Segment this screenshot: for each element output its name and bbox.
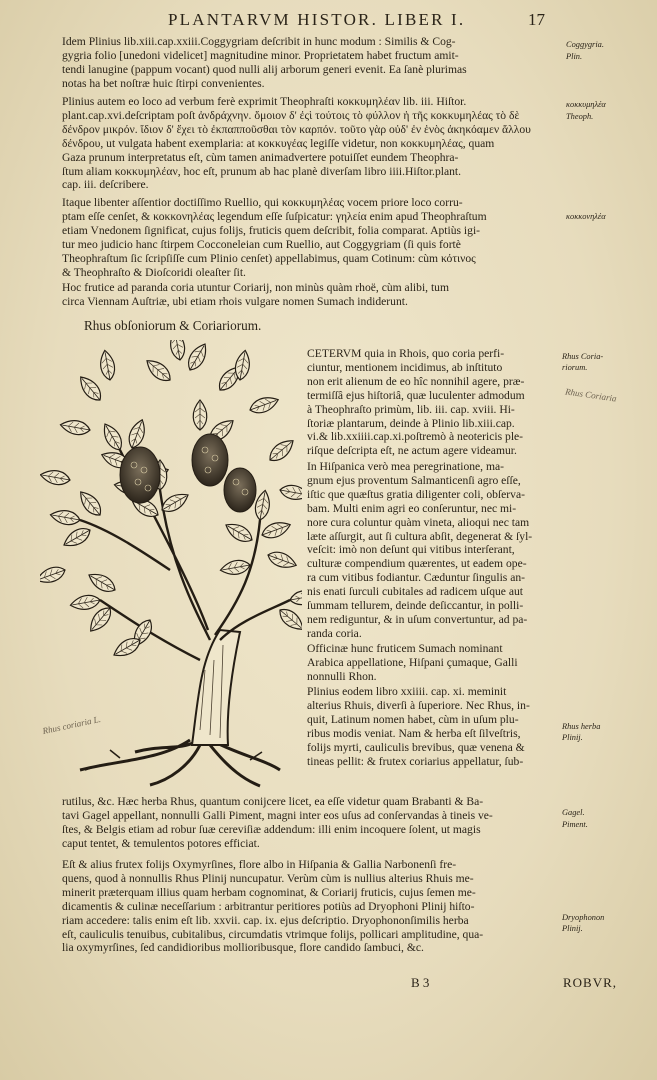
paragraph-ruellius xyxy=(62,196,560,279)
text-line: notas ha bet noſtræ huic ſtirpi convenientes. xyxy=(62,76,265,90)
text-line: ſtes, & Belgis etiam ad robur ſuæ cereviſiæ addendum: illi enim incoquere ſolent, ut magis xyxy=(62,822,481,836)
paragraph-dryophonon xyxy=(62,858,560,955)
paragraph-hispania xyxy=(307,460,557,641)
paragraph-gagel xyxy=(62,795,560,851)
text-line: nonnulli Rhon. xyxy=(307,669,377,683)
signature-mark: B 3 xyxy=(411,975,430,990)
handwritten-note: Rhus coriaria L. xyxy=(41,713,102,737)
text-line: riam accedere: talis enim eſt lib. xxvii. cap. ix. ejus deſcriptio. Dryophononſimilis herba xyxy=(62,913,469,927)
figure-caption: Rhus obſoniorum & Coriariorum. xyxy=(84,318,262,333)
text-line: ptam eſſe cenſet, & κοκκονηλέας legendum eſſe ſuſpicatur: γηλεία enim apud Theophraſtum xyxy=(62,209,487,223)
text-line: ſummam tellurem, deinde deſiccantur, in polli- xyxy=(307,599,524,613)
text-line: non erit alienum de eo hîc nonnihil agere, præ- xyxy=(307,374,525,388)
running-title: PLANTARVM HISTOR. LIBER I. xyxy=(168,10,466,29)
margin-note-plin: Plin. xyxy=(566,52,583,61)
margin-note-gagel: Gagel. xyxy=(562,808,585,817)
text-line: culturæ compendium quærentes, ut eadem ope- xyxy=(307,557,527,571)
text-line: ſtoriæ plantarum, deinde à Plinio lib.xiii.cap. xyxy=(307,416,515,430)
page-number: 17 xyxy=(528,10,545,29)
text-line: termiſſâ ejus hiſtoriâ, quæ luculenter admodum xyxy=(307,388,525,402)
text-line: quens, quod à nonnullis Rhus Plinij nuncupatur. Verùm cùm is nullius alterius Rhuis me- xyxy=(62,871,474,885)
text-line: circa Viennam Auſtriæ, ubi etiam rhois vulgare nomen Sumach indiderunt. xyxy=(62,294,408,308)
paragraph-sumach xyxy=(62,281,560,309)
text-line: eſt, cauliculis tenuibus, cubitalibus, circumdatis vtrimque folijs, pollicari amplitudine, qua- xyxy=(62,927,484,941)
text-line: rutilus, &c. Hæc herba Rhus, quantum conijcere licet, ea eſſe videtur quam Brabanti & Ba- xyxy=(62,795,484,808)
text-line: tavi Gagel appellant, nonnulli Galli Piment, magni inter eos uſus ad conſervandas à tineis ve- xyxy=(62,808,493,822)
margin-note-theoph: Theoph. xyxy=(566,112,594,121)
paragraph-plinius-rhus xyxy=(307,685,557,768)
text-line: iſtic que quæſtus gratia diligenter coli, obſerva- xyxy=(307,487,525,501)
text-line: Plinius eodem libro xxiiii. cap. xi. meminit xyxy=(307,685,507,698)
text-line: ſtum aliam κοκκυμηλέαν, hoc eſt, prunum ab hac planè diverſam libro iiii.Hiſtor.plant. xyxy=(62,164,462,178)
margin-note-greek-2: κοκκονηλέα xyxy=(566,212,606,221)
text-line: Idem Plinius lib.xiii.cap.xxiii.Coggygriam deſcribit in hunc modum : Similis & Cog- xyxy=(62,35,456,48)
text-line: alterius Rhuis, diverſi à ſuperiore. Nec Rhus, in- xyxy=(307,698,530,712)
margin-note-dryophonon: Dryophonon xyxy=(562,913,605,922)
paragraph-officinae xyxy=(307,642,557,684)
text-line: dicamentis & culinæ neceſſarium : arbitrantur peritiores potiùs ad Dryophoni Plinij hiſto- xyxy=(62,899,475,913)
text-line: & Theophraſto & Dioſcoridi oleaſter ſit. xyxy=(62,265,246,279)
text-line: gnum ejus proventum Salmanticenſi agro eſſe, xyxy=(307,473,521,487)
text-line: In Hiſpanica verò mea peregrinatione, ma- xyxy=(307,460,505,473)
text-line: quit, Latinum nomen habet, cùm in uſum plu- xyxy=(307,712,519,726)
text-line: cap. iii. deſcribere. xyxy=(62,178,149,192)
text-line: nore cura coluntur quàm vineta, alioqui nec tam xyxy=(307,515,530,529)
text-line: Arabica appellatione, Hiſpani çumaque, Galli xyxy=(307,655,518,669)
text-line: Gaza prunum interpretatus eſt, cùm tamen animadvertere potuiſſet eundem Theophra- xyxy=(62,150,459,164)
margin-note-rhus-coriariorum: Rhus Coria- xyxy=(562,352,604,361)
text-line: ciuntur, mentionem incidimus, ab inſtituto xyxy=(307,360,503,374)
margin-note-rhus-coriariorum-2: riorum. xyxy=(562,363,588,372)
margin-note-rhus-herba: Rhus herba xyxy=(562,722,601,731)
text-line: Plinius autem eo loco ad verbum ferè exprimit Theophraſti κοκκυμηλέαν lib. iii. Hiſtor. xyxy=(62,95,467,108)
text-line: minerit præterquam illius quam herbam cognominat, & Coriarij fruticis, cujus ſemen me- xyxy=(62,885,476,899)
text-line: læte aſſurgit, aut ſi cultura abſit, degenerat & ſyl- xyxy=(307,529,533,543)
text-line: Eſt & alius frutex folijs Oxymyrſines, flore albo in Hiſpania & Gallia Narbonenſi fre- xyxy=(62,858,457,871)
text-line: Officinæ hunc fruticem Sumach nominant xyxy=(307,642,503,655)
text-line: ribus modis veniat. Nam & herba eſt ſilveſtris, xyxy=(307,726,521,740)
catchword: ROBVR, xyxy=(563,975,618,990)
text-line: caput tentet, & temulentos potores efficiat. xyxy=(62,836,260,850)
text-line: etiam Vnedonem ſignificat, cujus folijs, fruticis quem deſcribit, folia comparat. Aptiùs igi- xyxy=(62,223,481,237)
text-line: nem rediguntur, & in uſum convertuntur, ad pa- xyxy=(307,612,528,626)
text-line: tendi lanugine (pappum vocant) quod nulli alij arborum generi evenit. Ea ſanè plurimas xyxy=(62,62,467,76)
margin-note-piment: Piment. xyxy=(562,820,588,829)
text-line: Itaque libenter aſſentior doctiſſimo Ruellio, qui κοκκυμηλέας vocem priore loco corru- xyxy=(62,196,463,209)
margin-note-coggygria: Coggygria. xyxy=(566,40,604,49)
text-line: Theophraſtum ſic ſcripſiſſe cum Plinio cenſet) appellabimus, quam Cotinum: cùm κότινος xyxy=(62,251,476,265)
margin-note-plinij-2: Plinij. xyxy=(562,924,583,933)
page-header xyxy=(0,10,657,34)
text-line: plant.cap.xvi.deſcriptam poſt ἀνδράχνην. ὅμοιον δ' ἐςὶ τούτοις τὸ φύλλον ἡ τῆς κοκκυμηλέας τὸ δὲ xyxy=(62,108,520,122)
text-line: nis enati ſurculi cubitales ad radicem uſque aut xyxy=(307,585,524,599)
paragraph-rhus-intro xyxy=(307,347,557,458)
text-line: tineas pellit: & frutex coriarius appellatur, ſub- xyxy=(307,754,524,768)
paragraph-theophrastus xyxy=(62,95,560,192)
text-line: riſque deſcripta eſt, ne actum agere videamur. xyxy=(307,444,517,458)
text-line: folijs myrti, cauliculis brevibus, quæ venena & xyxy=(307,740,525,754)
text-line: ra cum vitibus fodiantur. Cæduntur ſingulis an- xyxy=(307,571,526,585)
margin-note-plinij: Plinij. xyxy=(562,733,583,742)
text-line: tur meo judicio hanc ſtirpem Cocconeleian cum Ruellio, aut Coggygriam (ſi quis fortè xyxy=(62,237,461,251)
text-line: randa coria. xyxy=(307,626,362,640)
margin-note-greek-1: κοκκυμηλέα xyxy=(566,100,606,109)
text-line: CETERVM quia in Rhois, quo coria perfi- xyxy=(307,347,505,360)
handwritten-note: Rhus Coriaria xyxy=(564,386,618,404)
paragraph-coggygria xyxy=(62,35,560,91)
text-line: bam. Multi enim agri eo conſeruntur, nec mi- xyxy=(307,501,517,515)
text-line: lia oxymyrſines, ſed candidioribus mollioribusque, flore candido ſambuci, &c. xyxy=(62,941,424,955)
text-line: δένδρου, ut vulgata habent exemplaria: at κοκκυγέας legiſſe videtur, non κοκκυμηλέας, quam xyxy=(62,136,495,150)
text-line: à Theophraſto primùm, lib. iii. cap. xviii. Hi- xyxy=(307,402,515,416)
text-line: gygria folio [unedoni videlicet] magnitudine minor. Proprietatem habet fructum amit- xyxy=(62,48,459,62)
text-line: veſcit: imò non deſunt qui vitibus interſerant, xyxy=(307,543,515,557)
text-line: vi.& lib.xxiiii.cap.xi.poſtremò à neotericis ple- xyxy=(307,430,524,444)
text-line: δένδρον μικρόν. ἴδιον δ' ἔχει τὸ ἐκπαπποῦσθαι τὸν καρπόν. τοῦτο γὰρ οὐδ' ἐν ἑνὸς ἀκηκόαμεν ἄλλου xyxy=(62,122,531,136)
text-line: Hoc frutice ad paranda coria utuntur Coriarij, non minùs quàm rhoë, cùm alibi, tum xyxy=(62,281,449,294)
